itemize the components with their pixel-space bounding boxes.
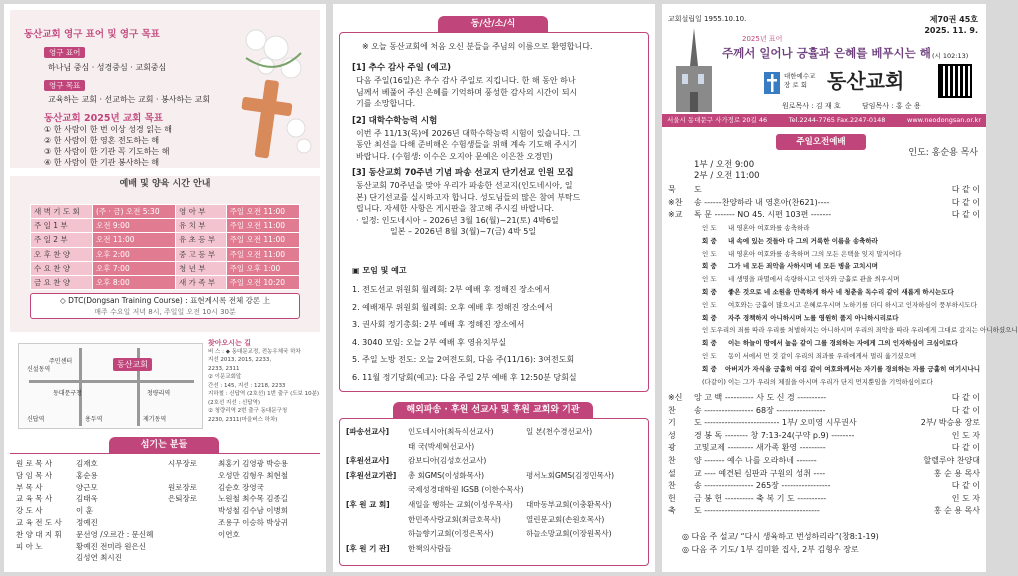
worship-cell: 영 아 부 [175,205,226,219]
staff-cell: 이연호 [218,529,240,539]
order-item: 독 문 ------- NO 45. 시편 103편 ------- [694,210,832,220]
meeting-item: 5. 주일 노방 전도: 오늘 2여전도회, 다음 주(11/16): 3여전도회 [352,355,575,364]
mission-cell: 열린문교회(손원호목사) [526,514,605,524]
mission-cell: 대마동부교회(이충환목사) [526,499,612,509]
church-website[interactable]: www.neodongsan.or.kr [907,116,981,124]
mission-cell: [후 원 교 회] [346,499,390,509]
mission-box [339,418,649,566]
dtc-title: ◇ DTC(Dongsan Training Course) : 표현계시록 전체 강론 上 [60,296,270,305]
staff-cell [168,552,218,564]
litany-row [702,337,980,350]
litany-text: 그가 네 모든 죄악을 사하시며 네 모든 병을 고치시며 [728,262,878,271]
staff-cell: 원 로 목 사 [16,459,53,468]
litany-speaker: 회 중 [702,339,717,348]
goal-item: ④ 한 사람이 한 기관 봉사하는 해 [44,158,160,167]
order-row [668,197,980,210]
staff-row [16,541,328,553]
worship-cell: 수 요 찬 양 [31,261,93,275]
order-mark: 기 [668,418,676,428]
mission-cell [526,483,646,498]
perm-goal-tag: 영구 목표 [44,80,85,91]
staff-cell [168,541,218,553]
news-box [339,32,649,392]
staff-row [16,529,328,541]
litany-row [702,273,980,286]
church-building-illustration [668,26,720,114]
order-leader: 다 같 이 [951,405,980,415]
mission-cell: 하늘향기교회(이정은목사) [408,529,494,539]
dtc-box [30,293,300,319]
goals-section [10,10,320,168]
staff-cell: 시무장로 [168,459,197,468]
service-time: 1부 / 오전 9:00 [694,160,755,170]
staff-cell [16,552,76,564]
order-leader: 다 같 이 [951,185,980,194]
worship-cell: 오후 8:00 [93,275,176,289]
litany-row [702,260,980,273]
order-item: 송 ----------------- 265장 ----------------- [694,481,831,491]
staff-row [16,552,328,564]
mission-row [346,483,646,498]
perm-slogan: 하나님 중심 · 성경중심 · 교회중심 [48,63,167,72]
litany-speaker: 인 도 [702,249,717,258]
mission-row [346,542,646,557]
order-row [668,493,980,506]
staff-section [10,453,320,568]
direction-line: 2230, 2311(마을버스 하차) [208,416,278,423]
order-row [668,392,980,405]
litany-row [702,312,980,325]
order-leader: 다 같 이 [951,481,980,491]
direction-line: 지선 2013, 2015, 2233, [208,357,272,363]
staff-row [16,517,328,529]
litany-text: 내 영혼아 여호와를 송축하며 그의 모든 은택을 잊지 말지어다 [728,249,902,258]
worship-cell: 유 치 부 [175,219,226,233]
worship-table [30,204,300,290]
staff-cell: 은퇴장로 [168,494,197,504]
mission-row [346,527,646,542]
perm-slogan-tag: 영구 표어 [44,47,85,58]
litany-row [702,376,980,389]
church-phone: Tel.2244-7765 Fax.2247-0148 [788,116,886,124]
litany-row [702,350,980,363]
contact-bar [662,114,986,127]
mission-cell: [후원선교사] [346,456,390,466]
mission-cell [526,542,646,557]
staff-cell: 담 임 목 사 [16,470,53,480]
bulletin-page-left [4,4,326,572]
order-row [668,468,980,481]
mission-cell: 캄보디아(김성호선교사) [408,456,487,466]
staff-cell: 최홍기 김영광 박승용 [218,459,288,468]
order-item: 도 [694,185,702,194]
dtc-subtitle: 매주 수요일 저녁 8시, 주일일 오전 10시 30분 [94,308,236,316]
map-label: 동대문구청 [53,390,82,397]
mission-cell: [후 원 기 관] [346,543,390,553]
worship-row [31,275,300,289]
order-row [668,184,980,197]
order-row [668,442,980,455]
staff-row [16,470,328,482]
order-leader: 다 같 이 [951,443,980,453]
staff-cell: 김재호 [76,459,98,468]
issue-number: 제70권 45호 [929,15,978,24]
staff-cell [168,529,218,541]
staff-row [16,493,328,505]
news-item-heading: [2] 대학수학능력 시험 [352,115,438,126]
order-leader: 인 도 자 [951,493,980,503]
direction-line: ② 이문교회앞 [208,374,242,380]
order-item: 금 봉 헌 ---------- 축 복 기 도 ---------- [694,493,827,503]
order-mark: ※찬 [668,197,683,207]
staff-cell: 김태욱 [76,494,98,504]
staff-cell: 정예진 [76,517,98,527]
worship-cell: 오전 11:00 [93,233,176,247]
news-item-heading: [3] 동산교회 70주년 기념 파송 선교지 단기선교 인원 모집 [352,168,574,178]
news-item-heading: [1] 추수 감사 주일 (예고) [352,63,451,73]
news-item-line: 이번 주 11/13(목)에 2026년 대학수학능력 시험이 있습니다. 그 [356,128,581,138]
order-mark: 묵 [668,185,676,194]
litany-row [702,324,1018,337]
meeting-item: 4. 3040 모임: 오늘 2부 예배 후 영유치부실 [352,337,507,347]
staff-cell: 문선영 /오르간 : 문신혜 [76,529,154,539]
map-section [10,339,320,435]
emeritus-pastor: 원로목사 : 김 재 호 [782,102,841,110]
bulletin-date: 2025. 11. 9. [924,26,978,35]
order-leader: 홍 순 용 목사 [933,468,980,478]
goal2025-title: 동산교회 2025년 교회 목표 [44,113,163,124]
meeting-item: 3. 권사회 정기총회: 2부 예배 후 정해진 장소에서 [352,320,525,329]
worship-cell: 주 일 1 부 [31,219,93,233]
news-title: 동/산/소/식 [438,16,548,32]
staff-cell [168,505,218,517]
mission-cell: 일 본(천수경선교사) [526,427,593,436]
directions [208,339,318,424]
worship-cell: 오 후 찬 양 [31,247,93,261]
litany-text: 내 영혼아 여호와를 송축하라 [728,224,810,232]
mission-cell: [후원선교기관] [346,470,397,480]
worship-cell: 주일 오전 11:00 [226,233,299,247]
order-item: 양 ------- 예수 나를 오라하네 ------- [694,455,817,465]
mission-cell [346,513,408,528]
founded-date: 교회설립일 1955.10.10. [668,15,747,23]
staff-cell: 부 목 사 [16,482,43,492]
mission-row [346,469,646,484]
worship-title: 예배 및 양육 시간 안내 [119,179,211,189]
order-item: 송 ------찬양하라 내 영혼아(찬621)---- [694,197,830,207]
mission-cell: 새일을 행하는 교회(이성우목사) [408,499,513,509]
staff-cell: 이 훈 [76,506,93,516]
qr-code[interactable] [938,64,972,98]
worship-cell: 주일 오후 1:00 [226,261,299,275]
litany-text: 여호와는 긍휼이 많으시고 은혜로우시며 노하기를 더디 하시고 인자하심이 풍부하시도다 [728,300,977,309]
news-item-line: 다음 주일(16일)은 추수 감사 주일로 지킵니다. 한 해 동안 하나 [356,76,576,85]
order-leader: 홍 순 용 목사 [933,506,980,516]
order-mark: 찬 [668,481,676,491]
order-row [668,455,980,468]
goal-item: ② 한 사람이 한 영혼 전도하는 해 [44,136,160,145]
mission-cell: 총 회GMS(이성화목사) [408,470,484,480]
worship-cell: 주 일 2 부 [31,233,93,247]
direction-line: 2233, 2311 [208,365,240,372]
staff-cell: 강 도 사 [16,506,43,516]
order-leader: 할렐루야 찬양대 [923,455,980,465]
goals-title: 동산교회 영구 표어 및 영구 목표 [24,29,160,40]
mission-cell: 국제성경대학원 IGSB (이한수목사) [408,485,524,495]
mission-cell: [파송선교사] [346,427,390,436]
direction-line: 간선 : 145, 지선 : 1218, 2233 [208,382,286,389]
mission-cell: 태 국(박세혁선교사) [408,441,475,451]
litany-row [702,222,980,235]
next-week-note: ◎ 다음 주 기도/ 1부 김미환 집사, 2부 김형우 장로 [682,545,859,554]
direction-line: (2호선 지선 : 신답역) [208,399,261,406]
litany-speaker: 회 중 [702,287,717,296]
meeting-title: ▣ 모임 및 예고 [352,266,407,275]
order-item: 교 ---- 예견된 심판과 구원의 성취 ---- [694,468,826,478]
bulletin-page-front [662,4,1018,572]
order-mark: 헌 [668,493,676,503]
news-item-line: 바랍니다. (수험생: 이수은 오지아 문예은 이은찬 오경민) [356,151,553,161]
order-mark: 설 [668,468,676,478]
litany-speaker: 인 도 [702,300,717,309]
litany-speaker: 인 도 [702,351,717,360]
worship-cell: 새 가 족 부 [175,275,226,289]
mission-cell [346,527,408,542]
worship-cell: 주일 오전 11:00 [226,247,299,261]
worship-cell: 새 벽 기 도 회 [31,205,93,219]
map-label: 신답역 [27,416,45,423]
mission-cell [526,454,646,469]
staff-cell: 박성철 김수남 이병희 [218,506,288,516]
litany-speaker: 회 중 [702,364,717,373]
order-row [668,480,980,493]
worship-cell: 오후 7:00 [93,261,176,275]
worship-cell: 오전 9:00 [93,219,176,233]
mission-cell [526,440,646,455]
goal-item: ③ 한 사람이 한 기관 꼭 기도하는 해 [44,147,170,156]
cross-flowers-illustration [216,18,316,163]
litany-speaker: 인 도 [702,224,717,232]
staff-cell: 피 아 노 [16,541,43,551]
mission-cell: 한민족사랑교회(최금호목사) [408,514,501,524]
staff-cell [168,517,218,529]
litany-text: 네 생명을 파멸에서 속량하시고 인자와 긍휼로 관을 씌우시며 [728,275,900,284]
order-leader: 2부/ 박승용 장로 [920,418,980,428]
perm-goal: 교육하는 교회 · 선교하는 교회 · 봉사하는 교회 [48,95,210,104]
news-item-line: · 일정: 인도네시아 – 2026년 3월 16(월)~21(토) 4박6일 [356,215,559,225]
order-leader: 다 같 이 [951,197,980,207]
worship-cell: 주일 오전 11:00 [226,205,299,219]
news-intro: ※ 오늘 동산교회에 처음 오신 분들을 주님의 이름으로 환영합니다. [362,42,593,51]
staff-cell: 양근모 [76,482,98,492]
mission-cell [346,483,408,498]
order-row [668,209,980,222]
order-leader: 다 같 이 [951,393,980,402]
litany-row [702,248,980,261]
order-row [668,405,980,418]
year-motto: 주께서 일어나 긍휼과 은혜를 베푸시는 해 [722,46,931,60]
litany-row [702,363,980,376]
news-item-line: 일본 – 2026년 8월 3(월)~7(금) 4박 5일 [390,227,537,236]
motto-reference: (시 102:13) [932,52,969,60]
goal-item: ① 한 사람이 한 번 이상 성경 읽는 해 [44,125,172,134]
worship-cell: 중 고 등 부 [175,247,226,261]
worship-cell: 유 초 등 부 [175,233,226,247]
staff-cell: 오성만 김형우 최현철 [218,470,288,480]
staff-cell: 교 육 전 도 사 [16,517,62,527]
news-item-line: 립니다. 자세한 사항은 게시판을 참고해 주시길 바랍니다. [356,204,555,213]
news-item-line: 기를 소망합니다. [356,99,416,108]
order-mark: 광 [668,443,676,453]
staff-cell: 노원철 최수목 김종길 [218,494,288,504]
litany-speaker: 회 중 [702,262,717,271]
worship-cell: (주 · 금) 오전 5:30 [93,205,176,219]
worship-row [31,205,300,219]
meeting-item: 1. 전도선교 위원회 월례회: 2부 예배 후 정해진 장소에서 [352,285,551,294]
litany-text: 좋은 것으로 네 소원을 만족하게 하사 네 청춘을 독수리 같이 새롭게 하시는도다 [728,287,954,296]
litany-text: 우리의 죄를 따라 우리를 처벌하지는 아니하시며 우리의 죄악을 따라 우리에게 그대로 갚지는 아니하셨으니 [716,326,1018,335]
bulletin-page-middle [333,4,655,572]
service-time: 2부 / 오전 11:00 [694,171,760,181]
preacher: 인도: 홍순용 목사 [908,148,978,158]
worship-row [31,261,300,275]
motto-year: 2025년 표어 [742,35,783,43]
staff-cell: 찬 양 대 지 휘 [16,529,62,539]
staff-cell: 김순호 장영국 [218,482,264,492]
mission-cell: 인도네시아(최득식선교사) [408,427,494,436]
worship-cell: 오후 2:00 [93,247,176,261]
litany-text: 아버지가 자식을 긍휼히 여김 같이 여호와께서는 자기를 경외하는 자를 긍휼히 여기시나니 [725,364,980,373]
map [18,343,203,429]
staff-cell: 황예진 전미라 원은신 [76,541,146,551]
news-item-line: 동산교회 70주년을 맞아 우리가 파송한 선교지(인도네시아, 일 [356,181,573,190]
meeting-item: 6. 11월 정기당회(예고): 다음 주일 2부 예배 후 12:50분 당회실 [352,372,577,382]
directions-title: 찾아오시는 길 [208,339,252,347]
litany-row [702,286,980,299]
order-item: 경 봉 독 -------- 창 7:13-24(구약 p.9) -------- [694,430,855,440]
direction-line: 지하철 : 신답역 (2호선) 1번 출구 (도보 10분) [208,391,320,397]
order-item: 도 -------------------------- 1부/ 오미영 시무권사 [694,418,857,428]
order-item: 앙 고 백 ---------- 사 도 신 경 ---------- [694,393,827,402]
worship-cell: 주일 오전 10:20 [226,275,299,289]
worship-row [31,247,300,261]
litany-text: 자주 경책하지 아니하시며 노를 영원히 품지 아니하시리로다 [728,313,899,322]
staff-row [16,458,328,470]
worship-section [10,176,320,332]
staff-cell [218,541,328,553]
order-mark: ※신 [668,393,683,402]
mission-row [346,498,646,513]
staff-row [16,482,328,494]
order-row [668,417,980,430]
order-leader: 인 도 자 [951,430,980,440]
litany-speaker: 회 중 [702,236,717,245]
news-item-line: 님께서 베풀어 주신 은혜를 기억하며 풍성한 감사의 시간이 되시 [356,87,578,97]
worship-cell: 청 년 부 [175,261,226,275]
litany-row [702,235,980,248]
mission-cell: 평서노회GMS(김정민목사) [526,470,615,480]
mission-row [346,440,646,455]
staff-cell: 조용구 이승하 박상귀 [218,517,288,527]
direction-line: 버 스 : ◆ 동대문교정, 전농우체국 하차 [208,348,301,355]
order-mark: 찬 [668,405,676,415]
mission-cell: 한책의사람들 [408,543,452,553]
order-row [668,430,980,443]
next-week-note: ◎ 다음 주 설교/ “다시 생육하고 번성하리라”(창8:1-19) [682,532,879,541]
order-mark: 축 [668,506,676,516]
litany-speaker: (다같이) [702,377,726,386]
worship-cell: 금 요 찬 양 [31,275,93,289]
order-row [668,505,980,518]
staff-cell: 김성연 최시진 [76,553,122,563]
map-church-label: 동산교회 [113,358,152,371]
litany-row [702,299,980,312]
staff-row [16,505,328,517]
direction-line: ② 청량리역 2번 출구 동대문구청 [208,408,288,414]
map-label: 청량리역 [147,390,171,397]
mission-cell [346,440,408,455]
order-mark: ※교 [668,210,683,220]
litany-text: 내 속에 있는 것들아 다 그의 거룩한 이름을 송축하라 [728,236,878,245]
order-mark: 성 [668,430,676,440]
order-mark: 찬 [668,455,676,465]
litany-speaker: 인 도 [702,326,717,335]
church-logo-icon [764,72,780,94]
staff-cell: 홍순용 [76,470,98,480]
staff-cell: 교 육 목 사 [16,494,53,504]
order-leader: 다 같 이 [951,210,980,220]
map-label: 주민센터 [49,358,73,365]
litany-speaker: 회 중 [702,313,717,322]
news-item-line: 본) 단기선교를 실시하고자 합니다. 성도님들의 많은 참여 부탁드 [356,192,581,202]
service-title: 주일오전예배 [776,134,866,150]
church-name: 동산교회 [827,69,905,93]
map-label: 용두역 [85,416,103,423]
worship-row [31,219,300,233]
mission-row [346,513,646,528]
litany-text: 동이 서에서 먼 것 같이 우리의 죄과를 우리에게서 멀리 옮기셨으며 [728,351,917,360]
mission-title: 해외파송 · 후원 선교사 및 후원 교회와 기관 [393,402,593,418]
staff-title: 섬기는 분들 [109,437,219,453]
litany-text: 이는 그가 우리의 체질을 아시며 우리가 단지 먼지뿐임을 기억하심이로다 [728,377,933,386]
mission-cell: 하늘소망교회(이장원목사) [526,529,612,539]
meeting-item: 2. 예배재무 위원회 월례회: 오후 예배 후 정해진 장소에서 [352,302,553,312]
mission-row [346,454,646,469]
order-item: 도 ---------------------------------------- [694,506,820,516]
staff-cell [218,552,328,564]
order-item: 고및교제 --------- 새가족 환영 --------- [694,443,826,453]
map-label: 제기동역 [143,416,167,423]
worship-row [31,233,300,247]
staff-cell: 원로장로 [168,482,197,492]
senior-pastor: 담임목사 : 홍 순 용 [862,102,921,110]
church-address: 서울시 동대문구 사가정로 20길 46 [667,116,768,124]
news-item-line: 동안 최선을 다해 준비해온 수험생들을 위해 계속 기도해 주시기 [356,140,578,149]
litany-text: 이는 하늘이 땅에서 높음 같이 그를 경외하는 자에게 그의 인자하심이 크심이로다 [728,339,958,348]
order-item: 송 ----------------- 68장 ----------------- [694,405,826,415]
staff-cell [168,470,218,482]
map-label: 신설동역 [27,366,51,373]
litany-speaker: 인 도 [702,275,717,284]
mission-row [346,425,646,440]
worship-cell: 주일 오전 11:00 [226,219,299,233]
church-denomination: 대한예수교 장 로 회 [784,72,816,89]
